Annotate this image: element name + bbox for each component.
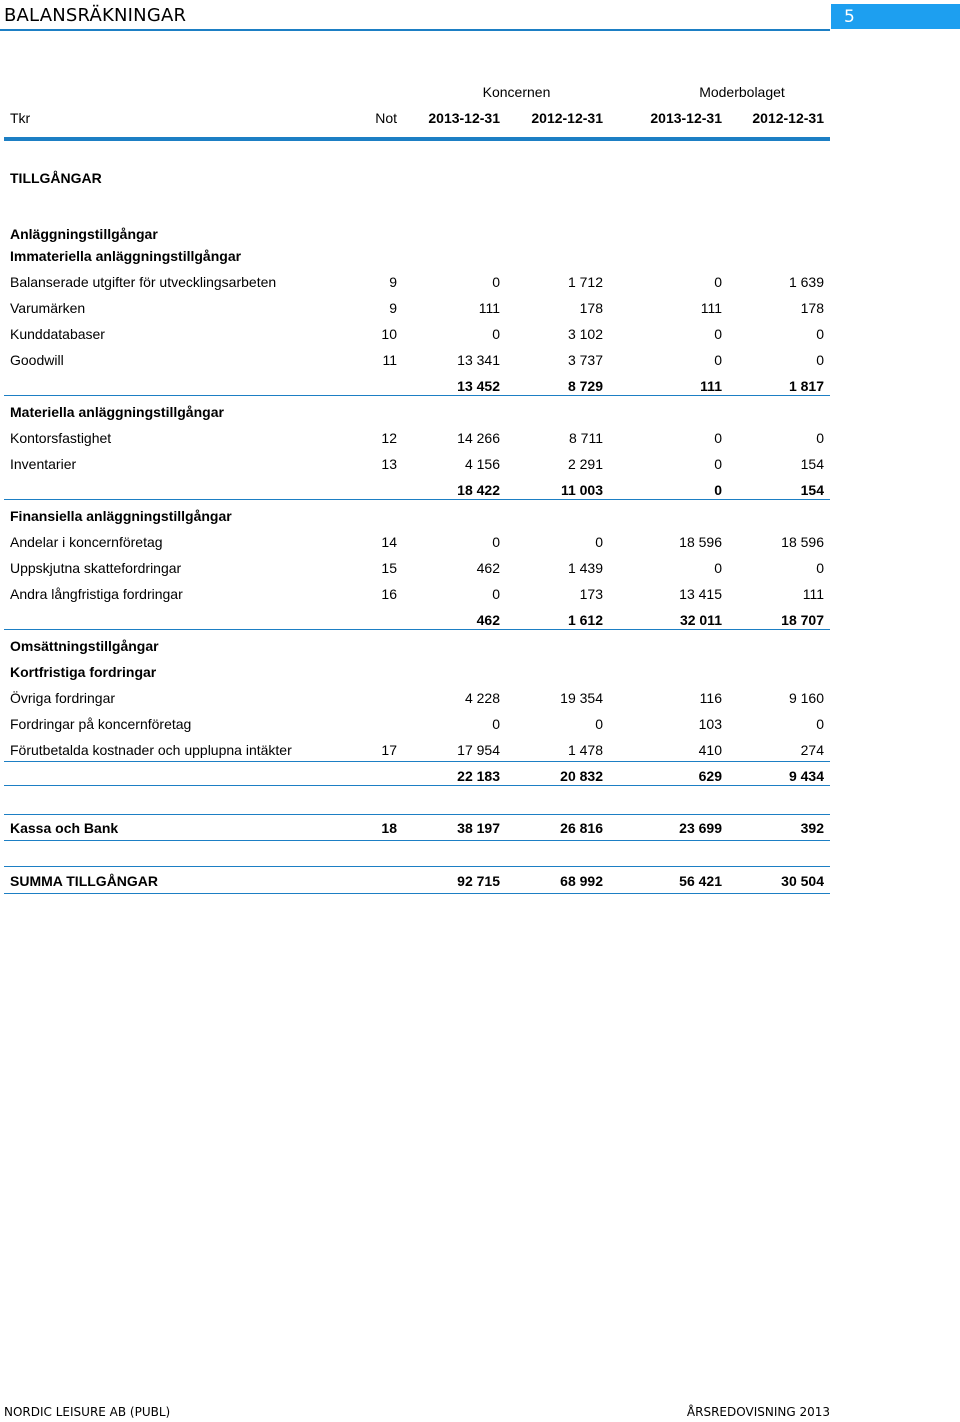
cell-m1: 0: [714, 352, 722, 368]
cell-not: 17: [381, 742, 397, 758]
cell-m1: 0: [714, 482, 722, 498]
table-row: [0, 820, 830, 840]
divider-line: [4, 840, 830, 841]
cell-label: Balanserade utgifter för utvecklingsarbeten: [10, 274, 277, 290]
divider-line: [4, 814, 830, 815]
cell-m2: 111: [802, 586, 824, 602]
cell-m1: 111: [700, 300, 722, 316]
cell-k2: 178: [579, 300, 603, 316]
cell-label: Finansiella anläggningstillgångar: [10, 508, 232, 524]
cell-not: 11: [382, 352, 397, 368]
cell-k2: 1 439: [567, 560, 603, 576]
cell-k2: 26 816: [560, 820, 603, 836]
column-header-tkr: Tkr: [10, 110, 31, 126]
header-rule: [0, 29, 830, 31]
cell-k1: 4 228: [464, 690, 500, 706]
cell-k1: 0: [492, 716, 500, 732]
table-row: [0, 508, 830, 528]
table-row: [0, 226, 830, 246]
cell-m2: 154: [800, 482, 824, 498]
cell-k1: 14 266: [457, 430, 500, 446]
cell-k1: 18 422: [457, 482, 500, 498]
cell-m2: 392: [800, 820, 824, 836]
cell-k2: 2 291: [567, 456, 603, 472]
cell-label: Omsättningstillgångar: [10, 638, 159, 654]
divider-line: [4, 893, 830, 894]
cell-label: Materiella anläggningstillgångar: [10, 404, 224, 420]
table-row: [0, 430, 830, 450]
footer-company: NORDIC LEISURE AB (PUBL): [4, 1405, 171, 1419]
cell-label: Fordringar på koncernföretag: [10, 716, 192, 732]
table-row: [0, 326, 830, 346]
cell-label: Övriga fordringar: [10, 690, 116, 706]
cell-k1: 92 715: [457, 873, 500, 889]
column-header-k2: 2012-12-31: [531, 110, 603, 126]
cell-k2: 19 354: [560, 690, 603, 706]
cell-label: Uppskjutna skattefordringar: [10, 560, 182, 576]
cell-k1: 0: [492, 326, 500, 342]
divider-line: [4, 499, 830, 500]
cell-not: 14: [381, 534, 397, 550]
cell-k2: 3 102: [567, 326, 603, 342]
cell-not: 9: [389, 274, 397, 290]
cell-m2: 0: [816, 326, 824, 342]
table-row: [0, 664, 830, 684]
table-row: [0, 248, 830, 268]
cell-m1: 0: [714, 430, 722, 446]
cell-m2: 9 434: [788, 768, 824, 784]
cell-k2: 68 992: [560, 873, 603, 889]
cell-not: 16: [381, 586, 397, 602]
cell-label: Varumärken: [10, 300, 86, 316]
cell-k2: 1 612: [567, 612, 603, 628]
cell-label: Andelar i koncernföretag: [10, 534, 163, 550]
cell-m2: 1 639: [788, 274, 824, 290]
table-row: [0, 404, 830, 424]
column-header-k1: 2013-12-31: [428, 110, 500, 126]
cell-label: Kunddatabaser: [10, 326, 105, 342]
cell-k2: 0: [595, 716, 603, 732]
cell-k1: 22 183: [457, 768, 500, 784]
cell-k2: 8 729: [567, 378, 603, 394]
cell-k1: 462: [476, 612, 500, 628]
cell-label: Inventarier: [10, 456, 77, 472]
page-number: 5: [844, 7, 855, 27]
footer-report: ÅRSREDOVISNING 2013: [686, 1405, 830, 1419]
cell-label: Anläggningstillgångar: [10, 226, 158, 242]
column-header-not: Not: [375, 110, 397, 126]
column-header-m2: 2012-12-31: [752, 110, 824, 126]
cell-k1: 462: [476, 560, 500, 576]
table-row: [0, 274, 830, 294]
cell-m2: 18 596: [781, 534, 824, 550]
cell-k2: 1 478: [567, 742, 603, 758]
column-header-m1: 2013-12-31: [650, 110, 722, 126]
cell-k1: 4 156: [464, 456, 500, 472]
cell-k1: 111: [478, 300, 500, 316]
table-row: [0, 586, 830, 606]
group-header-moderbolaget: Moderbolaget: [699, 84, 785, 100]
cell-k1: 0: [492, 534, 500, 550]
cell-m1: 103: [698, 716, 722, 732]
table-row: [0, 560, 830, 580]
cell-m1: 0: [714, 326, 722, 342]
cell-k1: 13 452: [457, 378, 500, 394]
table-row: [0, 690, 830, 710]
cell-m2: 30 504: [781, 873, 824, 889]
cell-m2: 1 817: [788, 378, 824, 394]
cell-not: 10: [381, 326, 397, 342]
cell-k2: 11 003: [560, 482, 603, 498]
cell-not: 9: [389, 300, 397, 316]
cell-m1: 410: [698, 742, 722, 758]
cell-k2: 173: [579, 586, 603, 602]
cell-label: SUMMA TILLGÅNGAR: [10, 873, 159, 889]
table-row: [0, 456, 830, 476]
cell-k1: 0: [492, 586, 500, 602]
divider-line: [4, 629, 830, 630]
cell-m1: 0: [714, 560, 722, 576]
cell-m2: 154: [800, 456, 824, 472]
page-title: BALANSRÄKNINGAR: [4, 5, 187, 26]
cell-label: TILLGÅNGAR: [10, 170, 102, 186]
cell-k2: 20 832: [560, 768, 603, 784]
cell-m2: 0: [816, 560, 824, 576]
table-row: [0, 352, 830, 372]
cell-not: 18: [381, 820, 397, 836]
cell-m1: 111: [700, 378, 722, 394]
page-number-box: [831, 4, 960, 29]
cell-m2: 0: [816, 716, 824, 732]
cell-k1: 0: [492, 274, 500, 290]
table-row: [0, 170, 830, 190]
cell-k2: 8 711: [569, 430, 603, 446]
cell-m2: 178: [800, 300, 824, 316]
divider-line: [4, 395, 830, 396]
cell-label: Goodwill: [10, 352, 64, 368]
cell-m1: 32 011: [679, 612, 722, 628]
cell-label: Förutbetalda kostnader och upplupna intäkter: [10, 742, 292, 758]
cell-m2: 0: [816, 430, 824, 446]
cell-label: Kontorsfastighet: [10, 430, 112, 446]
cell-k1: 38 197: [457, 820, 500, 836]
cell-not: 13: [381, 456, 397, 472]
cell-k1: 17 954: [457, 742, 500, 758]
cell-m2: 0: [816, 352, 824, 368]
table-row: [0, 300, 830, 320]
cell-m2: 274: [800, 742, 824, 758]
group-header-koncernen: Koncernen: [482, 84, 551, 100]
cell-m2: 18 707: [781, 612, 824, 628]
cell-k2: 0: [595, 534, 603, 550]
cell-label: Kortfristiga fordringar: [10, 664, 157, 680]
header-divider-bar: [4, 137, 830, 141]
cell-m1: 23 699: [679, 820, 722, 836]
divider-line: [4, 866, 830, 867]
table-row: [0, 638, 830, 658]
cell-m1: 56 421: [679, 873, 722, 889]
divider-line: [4, 761, 830, 762]
cell-k2: 3 737: [567, 352, 603, 368]
cell-m2: 9 160: [788, 690, 824, 706]
cell-label: Andra långfristiga fordringar: [10, 586, 183, 602]
cell-m1: 116: [699, 690, 722, 706]
cell-m1: 0: [714, 456, 722, 472]
cell-not: 15: [381, 560, 397, 576]
table-row: [0, 716, 830, 736]
cell-label: Immateriella anläggningstillgångar: [10, 248, 242, 264]
cell-m1: 18 596: [679, 534, 722, 550]
cell-m1: 0: [714, 274, 722, 290]
cell-not: 12: [381, 430, 397, 446]
cell-label: Kassa och Bank: [10, 820, 119, 836]
divider-line: [4, 785, 830, 786]
table-row: [0, 534, 830, 554]
table-row: [0, 873, 830, 893]
table-row: [0, 742, 830, 762]
cell-k2: 1 712: [567, 274, 603, 290]
column-header-row: [0, 110, 830, 130]
cell-m1: 13 415: [679, 586, 722, 602]
cell-k1: 13 341: [457, 352, 500, 368]
cell-m1: 629: [698, 768, 722, 784]
